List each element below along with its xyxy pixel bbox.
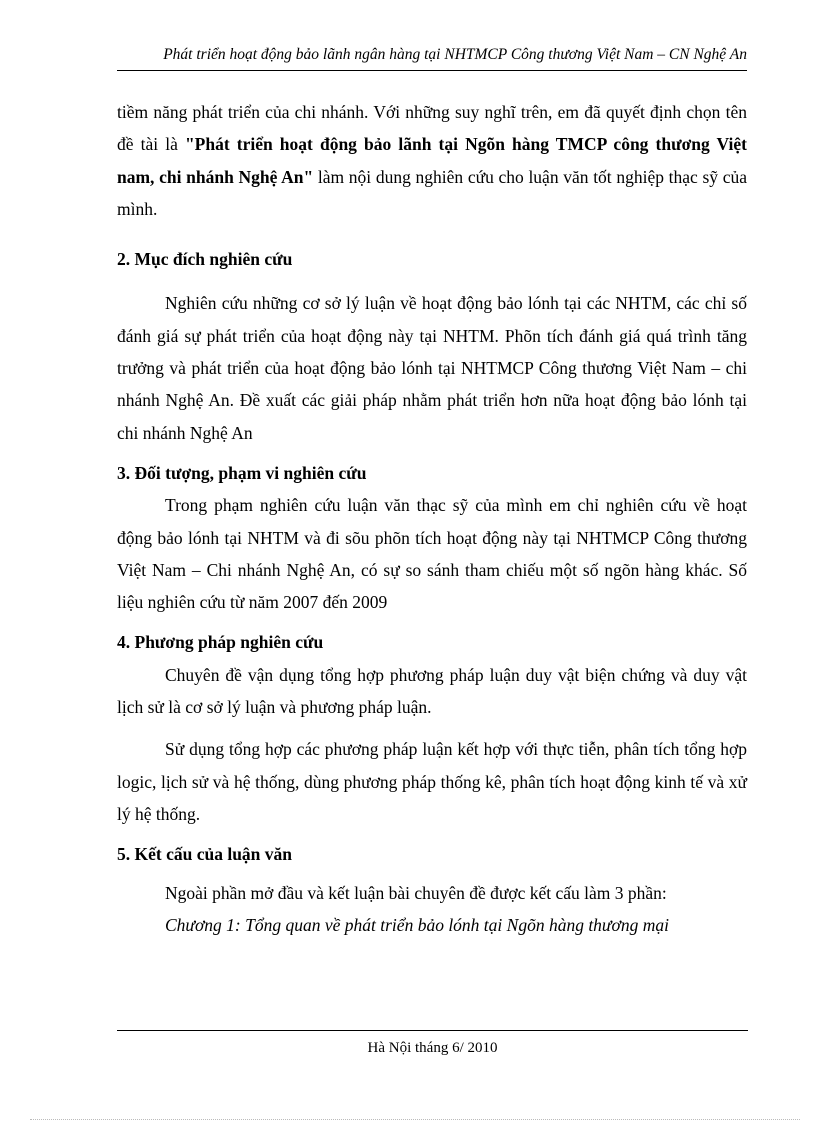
intro-text-end: làm nội dung nghiên cứu cho luận văn tốt nghiệp thạc sỹ của mình.: [117, 166, 747, 219]
section-heading-method: 4. Phương pháp nghiên cứu: [117, 632, 324, 653]
page-bottom-border: [30, 1119, 800, 1120]
thesis-title: "Phát triển hoạt động bảo lãnh tại Ngõn hàng TMCP công thương Việt nam, chi nhánh Nghệ An": [117, 134, 747, 187]
footer-text: Hà Nội tháng 6/ 2010: [367, 1040, 498, 1056]
paragraph-purpose: Nghiên cứu những cơ sở lý luận về hoạt động bảo lónh tại các NHTM, các chỉ số đánh giá sự phát triển của hoạt động này tại NHTM. Phõn tích đánh giá quá trình tăng trưởng và phát triển của hoạt động bảo lónh tại NHTMCP Công thương Việt Nam – chi nhánh Nghệ An. Đề xuất các giải pháp nhằm phát triển hơn nữa hoạt động bảo lónh tại chi nhánh Nghệ An: [117, 293, 747, 443]
page-header: [117, 46, 747, 71]
intro-text-start: tiềm năng phát triển của chi nhánh. Với những suy nghĩ trên, em đã quyết định chọn tên đề tài là: [117, 102, 747, 155]
footer-divider: [117, 1030, 748, 1031]
intro-paragraph: [117, 96, 747, 225]
page-footer: [117, 1040, 748, 1057]
document-body: [117, 96, 747, 941]
paragraph-scope: Trong phạm nghiên cứu luận văn thạc sỹ của mình em chỉ nghiên cứu về hoạt động bảo lónh tại NHTM và đi sõu phõn tích hoạt động này tại NHTMCP Công thương Việt Nam – Chi nhánh Nghệ An, có sự so sánh tham chiếu một số ngõn hàng khác. Số liệu nghiên cứu từ năm 2007 đến 2009: [117, 495, 747, 613]
paragraph-structure-1: Ngoài phần mở đầu và kết luận bài chuyên đề được kết cấu làm 3 phần:: [165, 882, 667, 903]
header-title: Phát triển hoạt động bảo lãnh ngân hàng tại NHTMCP Công thương Việt Nam – CN Nghệ An: [163, 46, 747, 63]
paragraph-method-1: Chuyên đề vận dụng tổng hợp phương pháp luận duy vật biện chứng và duy vật lịch sử là cơ sở lý luận và phương pháp luận.: [117, 664, 747, 718]
section-heading-purpose: 2. Mục đích nghiên cứu: [117, 249, 293, 270]
paragraph-chapter-1: Chương 1: Tổng quan về phát triển bảo lónh tại Ngõn hàng thương mại: [165, 914, 669, 935]
paragraph-method-2: Sử dụng tổng hợp các phương pháp luận kết hợp với thực tiễn, phân tích tổng hợp logic, lịch sử và hệ thống, dùng phương pháp thống kê, phân tích hoạt động kinh tế và xử lý hệ thống.: [117, 739, 747, 824]
section-heading-scope: 3. Đối tượng, phạm vi nghiên cứu: [117, 462, 367, 483]
section-heading-structure: 5. Kết cấu của luận văn: [117, 844, 293, 865]
